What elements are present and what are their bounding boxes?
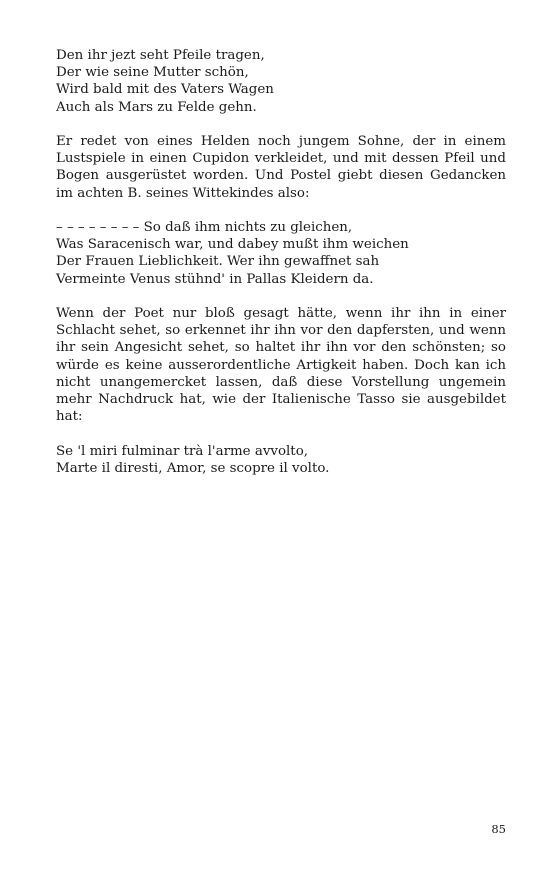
verse-line: Marte il diresti, Amor, se scopre il volto.: [56, 460, 330, 476]
verse-line: Se 'l miri fulminar trà l'arme avvolto,: [56, 443, 309, 459]
verse-line: – – – – – – – – So daß ihm nichts zu gleichen,: [56, 220, 353, 235]
verse-line: Der wie seine Mutter schön,: [56, 65, 249, 81]
verse-stanza-1: [56, 47, 506, 116]
verse-line: Was Saracenisch war, und dabey mußt ihm weichen: [56, 237, 409, 253]
verse-stanza-3: [56, 443, 506, 477]
verse-line: Vermeinte Venus stühnd' in Pallas Kleidern da.: [56, 271, 374, 287]
verse-line: Wird bald mit des Vaters Wagen: [56, 82, 274, 98]
verse-line: Auch als Mars zu Felde gehn.: [56, 99, 257, 115]
prose-paragraph-1: Er redet von eines Helden noch jungem Sohne, der in einem Lustspiele in einen Cupidon verkleidet, und mit dessen Pfeil und Bogen ausgerüstet worden. Und Postel giebt diesen Gedancken im achten B. seines Wittekindes also:: [56, 134, 506, 201]
verse-line: Der Frauen Lieblichkeit. Wer ihn gewaffnet sah: [56, 254, 380, 270]
prose-paragraph-2: Wenn der Poet nur bloß gesagt hätte, wenn ihr ihn in einer Schlacht sehet, so erkennet ihr ihn vor den dapfersten, und wenn ihr sein Angesicht sehet, so haltet ihr ihn vor den schönsten; so würde es keine ausserordentliche Artigkeit haben. Doch kan ich nicht unangemercket lassen, daß diese Vorstellung ungemein mehr Nachdruck hat, wie der Italienische Tasso sie ausgebildet hat:: [56, 306, 506, 425]
verse-stanza-2: [56, 219, 506, 288]
page-number: 85: [491, 822, 506, 836]
verse-line: Den ihr jezt seht Pfeile tragen,: [56, 48, 265, 63]
page-content: [56, 47, 506, 494]
